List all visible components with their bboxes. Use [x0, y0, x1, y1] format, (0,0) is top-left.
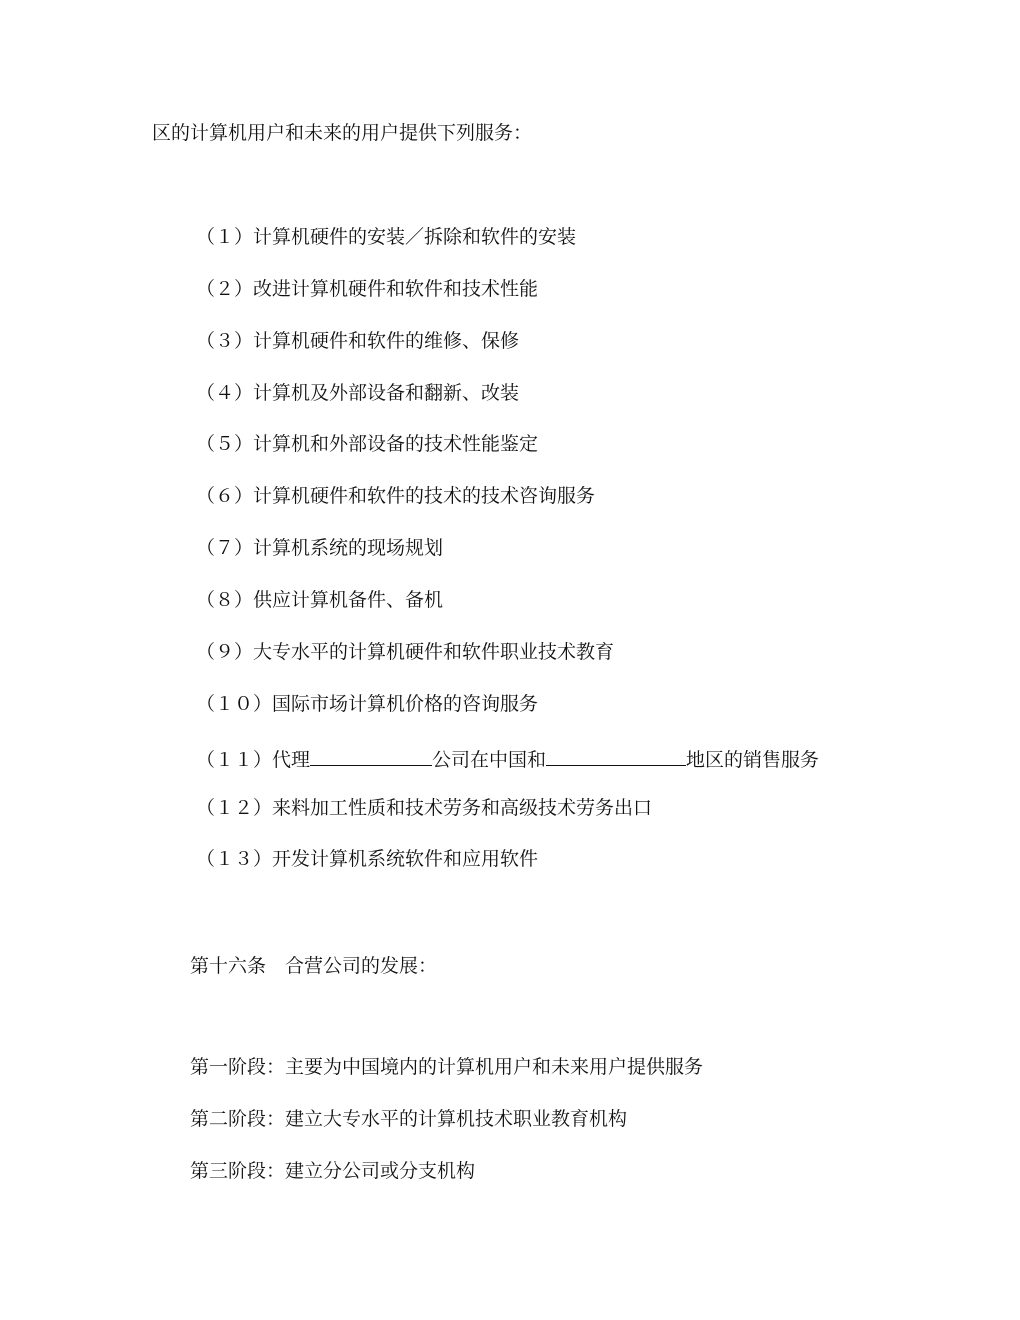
service-item-8: （８）供应计算机备件、备机: [196, 589, 444, 611]
service-item-6: （６）计算机硬件和软件的技术的技术咨询服务: [196, 485, 596, 507]
intro-line: 区的计算机用户和未来的用户提供下列服务：: [152, 122, 533, 144]
service-item-11: [196, 747, 819, 770]
service-item-13: （１３）开发计算机系统软件和应用软件: [196, 848, 539, 870]
stage-2: 第二阶段：建立大专水平的计算机技术职业教育机构: [190, 1108, 628, 1130]
service-item-2: （２）改进计算机硬件和软件和技术性能: [196, 278, 539, 300]
stage-3: 第三阶段：建立分公司或分支机构: [190, 1160, 476, 1182]
service-item-1: （１）计算机硬件的安装／拆除和软件的安装: [196, 226, 577, 248]
service-item-5: （５）计算机和外部设备的技术性能鉴定: [196, 433, 539, 455]
service-item-7: （７）计算机系统的现场规划: [196, 537, 444, 559]
company-name-blank: [310, 747, 432, 766]
service-item-3: （３）计算机硬件和软件的维修、保修: [196, 330, 520, 352]
service-item-10: （１０）国际市场计算机价格的咨询服务: [196, 693, 539, 715]
service-item-12: （１２）来料加工性质和技术劳务和高级技术劳务出口: [196, 797, 653, 819]
region-name-blank: [546, 747, 686, 766]
service-item-9: （９）大专水平的计算机硬件和软件职业技术教育: [196, 641, 615, 663]
service-11-middle: 公司在中国和: [432, 749, 547, 771]
service-11-prefix: （１１）代理: [196, 749, 311, 771]
service-item-4: （４）计算机及外部设备和翻新、改装: [196, 382, 520, 404]
service-11-suffix: 地区的销售服务: [686, 749, 820, 771]
stage-1: 第一阶段：主要为中国境内的计算机用户和未来用户提供服务: [190, 1056, 704, 1078]
article-heading: 第十六条 合营公司的发展：: [190, 955, 438, 977]
